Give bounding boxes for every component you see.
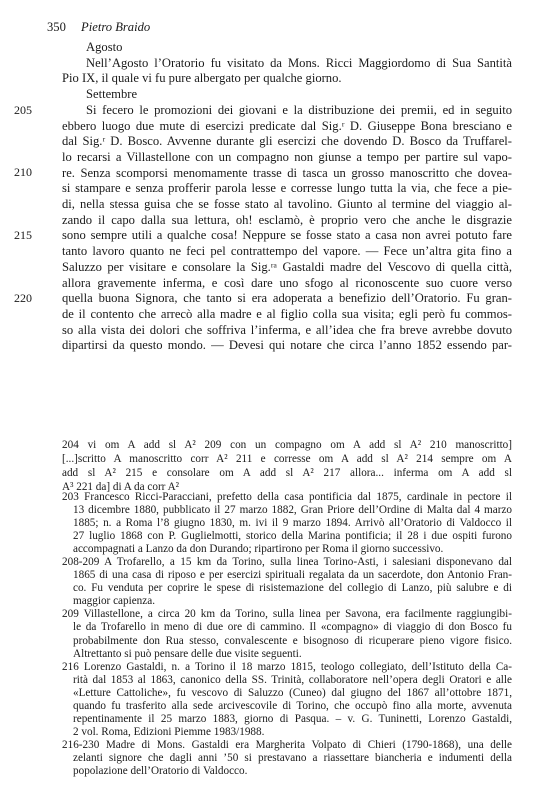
line-number-210: 210 [14,165,32,179]
main-line: so alla vista dei dolori che soffriva l’inferma, e all’idea che fra breve avrebbe dovuto [62,322,512,337]
note-line: popolazione dell’Oratorio di Valdocco. [73,764,248,777]
apparatus-line: 204 vi om A add sl A² 209 con un compagno om A add sl A² 210 manoscritto] [62,439,512,451]
main-line: Saluzzo per visitare e consolare la Sig.ʳᵃ Gastaldi madre del Vescovo di quella città, [62,259,512,274]
main-line: dipartirsi da questo mondo. — Devesi qui notare che circa l’anno 1852 essendo par- [62,338,512,353]
footnotes [62,491,512,778]
main-line: sono sempre utili a qualche cosa! Neppure se fosse stato a casa non avrei potuto fare [62,228,512,243]
note-line: accompagnati a Lanzo da don Durando; ripartirono per Roma il giorno successivo. [73,543,444,556]
apparatus-line: add sl A² 215 e consolare om A add sl A² 217 allora... inferma om A add sl [62,467,512,479]
note-line: quando fu trasferito alla sede arcivescovile di Torino, che occupò fino alla morte, avvenuta [73,699,512,712]
note-line: 216-230 Madre di Mons. Gastaldi era Margherita Volpato di Chieri (1790-1868), una delle [62,738,512,751]
line-number-215: 215 [14,228,32,242]
main-line: quella buona Signora, che tanto si era adoperata a benefizio dell’Oratorio. Fu gran- [62,291,512,306]
note-line: 13 dicembre 1880, pubblicato il 27 marzo 1882, Gran Priore dell’Ordine di Malta dal 4 marzo [73,504,512,517]
note-line: le da Trofarello in meno di due ore di cammino. Il «compagno» di viaggio di don Bosco fu [73,621,512,634]
main-line: di, nella stessa guisa che se fosse stato al tavolino. Giunto al termine del viaggio al- [62,197,512,212]
note-line: co. Fu venduta per coprire le spese di risistemazione del collegio di Lanzo, più salubre e di [73,582,512,595]
note-line: 203 Francesco Ricci-Paracciani, prefetto della casa pontificia dal 1875, cardinale in pectore il [62,491,512,503]
page-number: 350 [47,20,66,34]
apparatus-line: A³ 221 da] di A da corr A² [62,481,180,493]
note-line: 209 Villastellone, a circa 20 km da Torino, sulla linea per Savona, era facilmente raggiungibi- [62,608,512,621]
note-line: Altrettanto si può pensare delle due visite seguenti. [73,647,302,660]
main-line: Si fecero le promozioni dei giovani e la distribuzione dei premii, ed in seguito [86,102,512,117]
note-line: 208-209 A Trofarello, a 15 km da Torino, sulla linea Torino-Asti, i salesiani disponevano dal [62,556,512,569]
page-header [47,20,150,35]
running-head-author: Pietro Braido [81,20,151,34]
note-line: maggior capienza. [73,595,155,608]
note-line: probabilmente don Rua stesso, convalescente e bisognoso di ricuperare pieno vigore fisico. [73,634,512,647]
main-line: zando il capo dalla sua lettura, oh! esclamò, è proprio vero che anche le disgrazie [62,212,512,227]
main-line: Pio IX, il quale vi fu pure albergato per qualche giorno. [62,71,342,86]
note-line: 216 Lorenzo Gastaldi, n. a Torino il 18 marzo 1815, teologo collegiato, dell’Istituto della Ca- [62,660,512,673]
main-line: dal Sig.ʳ D. Bosco. Avvenne durante gli esercizi che dovendo D. Bosco da Truffarel- [62,134,512,149]
main-line: Settembre [86,87,138,102]
line-number-205: 205 [14,103,32,117]
note-line: 27 luglio 1868 con P. Guglielmotti, storico della Marina pontificia; il 28 i due ospiti furono [73,530,512,543]
note-line: zelanti signore che dagli anni ’50 si prestavano a riassettare biancheria e indumenti della [73,751,512,764]
apparatus-line: [...]scritto A manoscritto corr A² 211 e corresse om A add sl A² 214 sempre om A [62,453,512,465]
line-number-220: 220 [14,291,32,305]
main-line: allora gravemente inferma, e così dare uno sfogo al riconoscente suo cuore verso [62,275,512,290]
note-line: rità dal 1853 al 1863, canonico della SS. Trinità, collaboratore nell’opera degli Oratori e alle [73,673,512,686]
main-line: Nell’Agosto l’Oratorio fu visitato da Mons. Ricci Maggiordomo di Sua Santità [86,55,512,70]
main-text [62,40,512,354]
note-line: 1865 di una casa di riposo e per esercizi spirituali regalata da un sacerdote, don Antonio Fran- [73,569,512,582]
main-line: Agosto [86,40,123,54]
note-line: 1885; n. a Roma l’8 giugno 1830, m. ivi il 9 marzo 1894. Arrivò all’Oratorio di Valdocco il [73,517,512,530]
note-line: 2 vol. Roma, Edizioni Piemme 1983/1988. [73,725,265,738]
main-line: ebbero luogo due mute di esercizi predicate dal Sig.ʳ D. Giuseppe Bona bresciano e [62,118,512,133]
main-line: re. Senza scomporsi menomamente trasse di tasca un grosso manoscritto che dovea- [62,165,512,180]
main-line: si stampare e senza profferir parola lesse e corresse lungo tutta la via, che fece a pie- [62,181,512,196]
note-line: repentinamente il 25 marzo 1883, giorno di Pasqua. – v. G. Tuninetti, Lorenzo Gastaldi, [73,712,512,725]
main-line: de il contento che arrecò alla madre e al figlio colla sua visita; egli però fu commos- [62,306,512,321]
main-line: lo recarsi a Villastellone con un compagno non giunse a tempo per partire sul vapo- [62,149,512,164]
critical-apparatus [62,438,512,494]
note-line: «Letture Cattoliche», fu vescovo di Saluzzo (Cuneo) dal giugno del 1867 all’ottobre 1871, [73,686,512,699]
main-line: tanto lavoro quanto ne feci pel contrattempo del vapore. — Fece un’altra gita fino a [62,244,512,259]
